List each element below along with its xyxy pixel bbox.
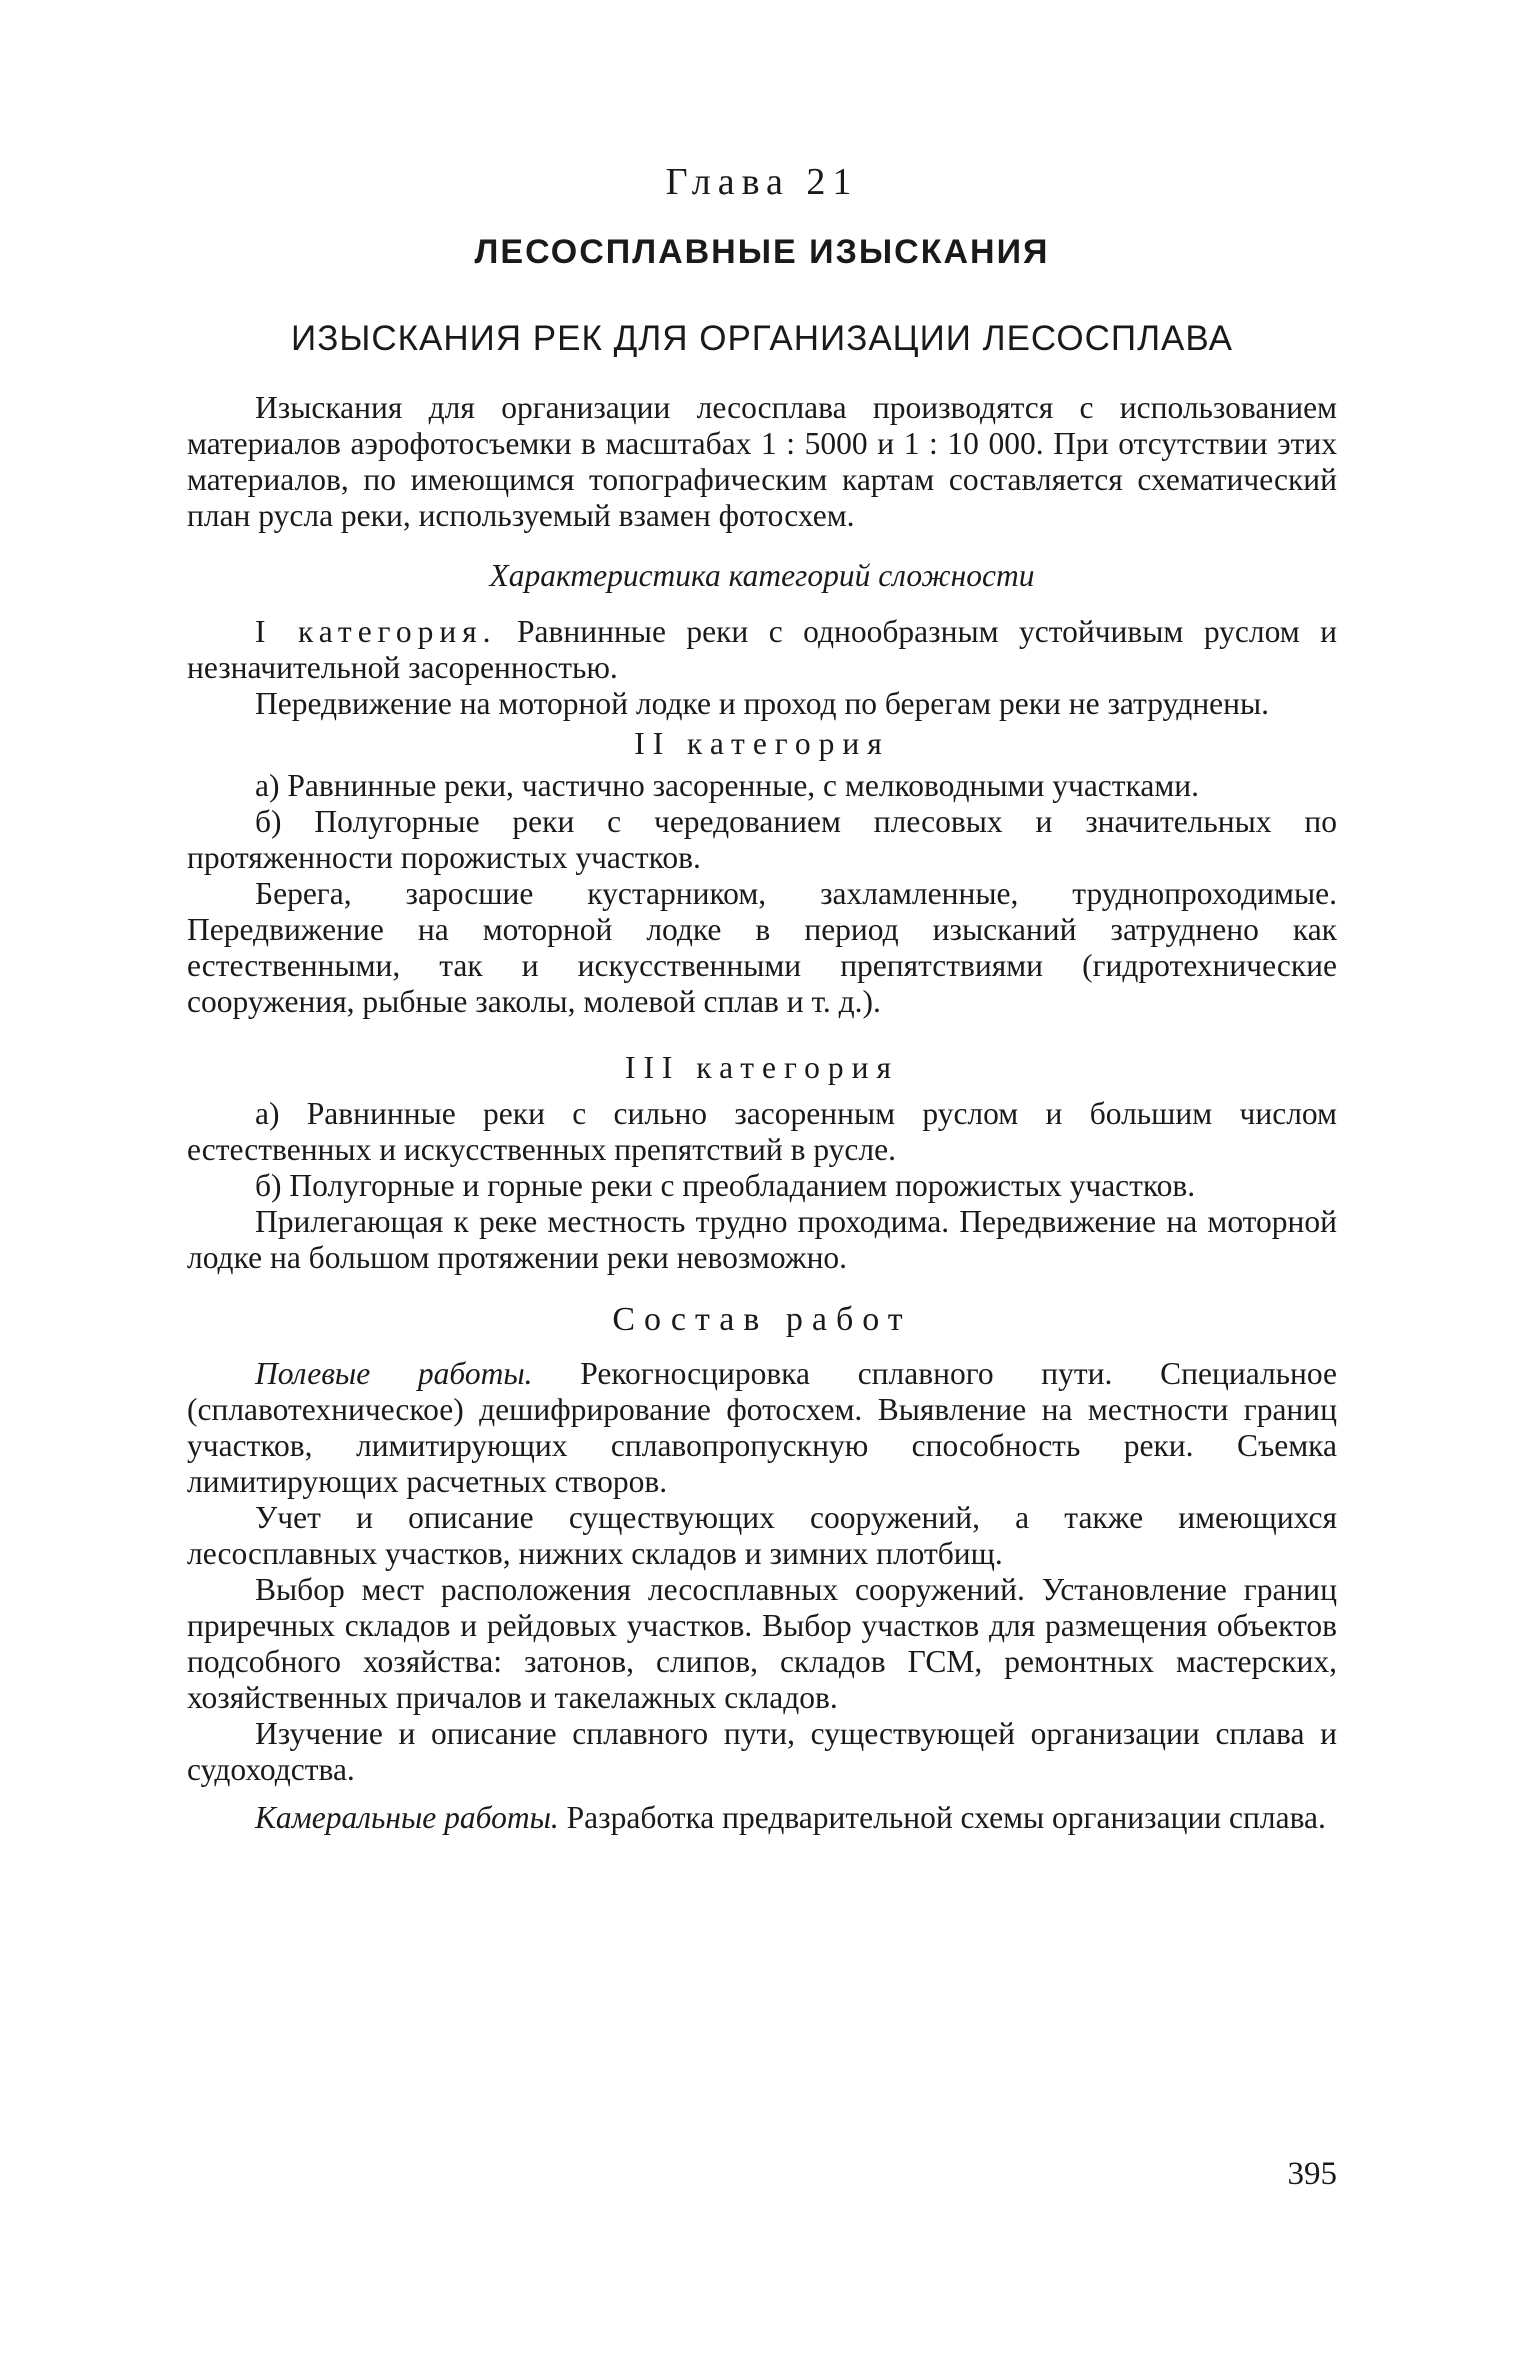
field-works-paragraph [187,1356,1337,1500]
part-title: ЛЕСОСПЛАВНЫЕ ИЗЫСКАНИЯ [474,232,1050,271]
category-2-heading: II категория [634,726,890,762]
site-selection-paragraph: Выбор мест расположения лесосплавных сооружений. Установление границ приречных складов и рейдовых участков. Выбор участков для размещения объектов подсобного хозяйства: затонов, слипов, складов ГСМ, ремонтных мастерских, хозяйственных причалов и такелажных складов. [187,1572,1337,1716]
category-1-paragraph [187,614,1337,686]
works-heading: Состав работ [612,1301,912,1339]
category-1-label: I категория. [255,614,497,650]
category-3-terrain: Прилегающая к реке местность трудно проходима. Передвижение на моторной лодке на большом протяжении реки невозможно. [187,1204,1337,1276]
page-number: 395 [1287,2156,1337,2192]
page-body [187,160,1337,1836]
field-works-label: Полевые работы. [255,1356,533,1392]
section-title: ИЗЫСКАНИЯ РЕК ДЛЯ ОРГАНИЗАЦИИ ЛЕСОСПЛАВА [291,319,1233,359]
route-study-paragraph: Изучение и описание сплавного пути, существующей организации сплава и судоходства. [187,1716,1337,1788]
category-2-banks: Берега, заросшие кустарником, захламленные, труднопроходимые. Передвижение на моторной лодке в период изысканий затруднено как естественными, так и искусственными препятствиями (гидротехнические сооружения, рыбные заколы, молевой сплав и т. д.). [187,876,1337,1020]
category-3-item-b: б) Полугорные и горные реки с преобладанием порожистых участков. [255,1168,1196,1204]
category-1-text: Равнинные реки с однообразным устойчивым руслом и незначительной засоренностью. [187,614,1337,686]
category-2-item-b: б) Полугорные реки с чередованием плесовых и значительных по протяженности порожистых участков. [187,804,1337,876]
chapter-number: Глава 21 [665,161,859,203]
complexity-heading: Характеристика категорий сложности [489,558,1035,594]
category-3-heading: III категория [624,1050,900,1086]
field-works-text: Рекогносцировка сплавного пути. Специальное (сплавотехническое) дешифрирование фотосхем. Выявление на местности границ участков, лимитирующих сплавопропускную способность реки. Съемка лимитирующих расчетных створов. [187,1356,1338,1500]
category-1-movement: Передвижение на моторной лодке и проход по берегам реки не затруднены. [255,686,1270,722]
intro-paragraph: Изыскания для организации лесосплава производятся с использованием материалов аэрофотосъемки в масштабах 1 : 5000 и 1 : 10 000. При отсутствии этих материалов, по имеющимся топографическим картам составляется схематический план русла реки, используемый взамен фотосхем. [187,390,1337,534]
existing-structures-paragraph: Учет и описание существующих сооружений, а также имеющихся лесосплавных участков, нижних складов и зимних плотбищ. [187,1500,1337,1572]
office-works-paragraph [187,1800,1337,1836]
category-3-item-a: а) Равнинные реки с сильно засоренным руслом и большим числом естественных и искусственных препятствий в русле. [187,1096,1337,1168]
office-works-text: Разработка предварительной схемы организации сплава. [566,1800,1326,1836]
office-works-label: Камеральные работы. [255,1800,559,1836]
category-2-item-a: а) Равнинные реки, частично засоренные, с мелководными участками. [255,768,1200,804]
